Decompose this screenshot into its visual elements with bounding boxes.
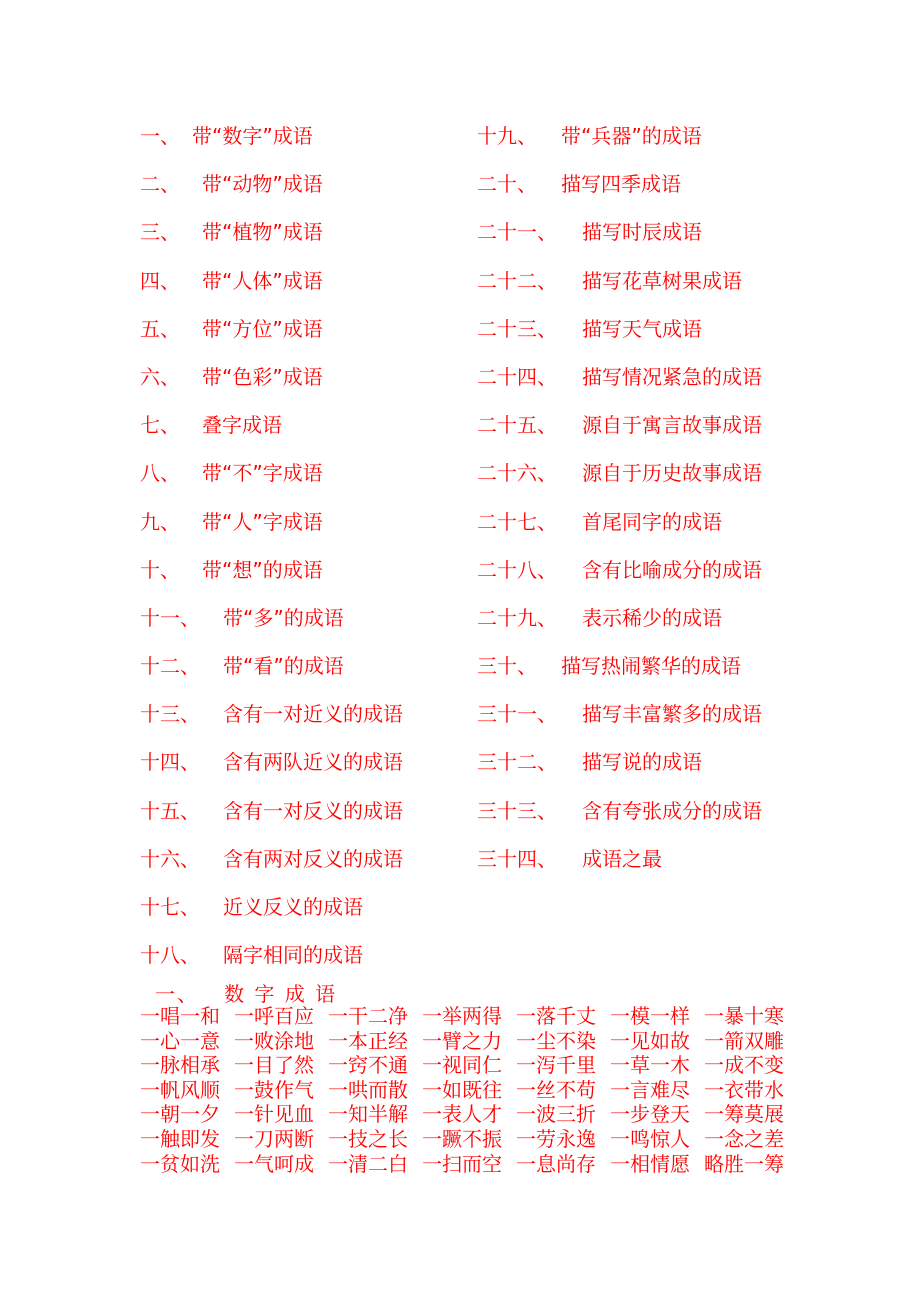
idiom-item: 一筹莫展: [704, 1102, 784, 1127]
toc-item-number: 四、: [140, 268, 180, 293]
idiom-item: 一箭双雕: [704, 1028, 784, 1053]
idiom-item: 一波三折: [516, 1102, 596, 1127]
toc-item: [140, 498, 470, 546]
toc-item: [140, 642, 470, 690]
toc-item: [477, 353, 807, 401]
toc-item-number: 十六、: [140, 846, 200, 871]
idiom-item: 一念之差: [704, 1126, 784, 1151]
toc-item-label: 隔字相同的成语: [223, 943, 363, 968]
toc-item-label: 描写热闹繁华的成语: [561, 654, 741, 679]
idiom-item: 一针见血: [234, 1102, 314, 1127]
toc-item-number: 三十二、: [477, 750, 557, 775]
toc-item-label: 表示稀少的成语: [582, 605, 722, 630]
toc-item-number: 十一、: [140, 605, 200, 630]
toc-item-label: 描写丰富繁多的成语: [582, 702, 762, 727]
toc-item-number: 二十六、: [477, 461, 557, 486]
toc-item-label: 描写时辰成语: [582, 220, 702, 245]
idiom-item: 一目了然: [234, 1053, 314, 1078]
idiom-item: 一哄而散: [328, 1077, 408, 1102]
idiom-item: 一表人才: [422, 1102, 502, 1127]
toc-item-number: 二十五、: [477, 413, 557, 438]
toc-item-label: 成语之最: [582, 846, 662, 871]
toc-item: [477, 112, 807, 160]
idiom-item: 一暴十寒: [704, 1004, 784, 1028]
toc-item-label: 描写四季成语: [561, 172, 681, 197]
idiom-item: 一朝一夕: [140, 1102, 220, 1127]
idiom-item: 一如既往: [422, 1077, 502, 1102]
toc-item: [140, 690, 470, 738]
toc-item-number: 二十三、: [477, 316, 557, 341]
toc-item: [477, 787, 807, 835]
idiom-item: 一气呵成: [234, 1151, 314, 1176]
idiom-item: 一丝不苟: [516, 1077, 596, 1102]
toc-item-number: 二、: [140, 172, 180, 197]
toc-item-label: 描写说的成语: [582, 750, 702, 775]
toc-item-number: 十四、: [140, 750, 200, 775]
toc-item-label: 带“方位”成语: [202, 316, 323, 341]
toc-item: [477, 738, 807, 786]
toc-item-number: 一、: [140, 124, 180, 148]
toc-item-number: 二十一、: [477, 220, 557, 245]
toc-item: [140, 738, 470, 786]
toc-item: [477, 305, 807, 353]
idiom-item: 一干二净: [328, 1004, 408, 1028]
idiom-item: 一相情愿: [610, 1151, 690, 1176]
idiom-item: 一败涂地: [234, 1028, 314, 1053]
toc-item: [477, 546, 807, 594]
idiom-item: 一劳永逸: [516, 1126, 596, 1151]
idiom-item: 一唱一和: [140, 1004, 220, 1028]
toc-item-number: 十三、: [140, 702, 200, 727]
toc-item-label: 带“想”的成语: [202, 557, 323, 582]
idiom-item: 一贫如洗: [140, 1151, 220, 1176]
toc-item: [477, 835, 807, 883]
idiom-item: 一清二白: [328, 1151, 408, 1176]
toc-right-column: [477, 112, 807, 883]
toc-item-label: 带“人”字成语: [202, 509, 323, 534]
toc-item-number: 二十四、: [477, 364, 557, 389]
toc-item-label: 含有比喻成分的成语: [582, 557, 762, 582]
toc-item-number: 五、: [140, 316, 180, 341]
toc-item: [140, 353, 470, 401]
toc-item-label: 带“不”字成语: [202, 461, 323, 486]
toc-item: [477, 449, 807, 497]
toc-item-number: 九、: [140, 509, 180, 534]
toc-item-number: 二十、: [477, 172, 537, 197]
idiom-item: 一帆风顺: [140, 1077, 220, 1102]
toc-item: [477, 401, 807, 449]
toc-item: [140, 883, 470, 931]
idiom-item: 一见如故: [610, 1028, 690, 1053]
idiom-item: 一草一木: [610, 1053, 690, 1078]
idiom-grid: [140, 1004, 800, 1176]
idiom-item: 一泻千里: [516, 1053, 596, 1078]
idiom-item: 一扫而空: [422, 1151, 502, 1176]
toc-item-label: 近义反义的成语: [223, 895, 363, 919]
idiom-item: 一模一样: [610, 1004, 690, 1028]
toc-item-label: 描写情况紧急的成语: [582, 364, 762, 389]
section-title: 一、 数 字 成 语: [155, 982, 338, 1006]
toc-item-number: 二十二、: [477, 268, 557, 293]
idiom-item: 一息尚存: [516, 1151, 596, 1176]
idiom-item: 一技之长: [328, 1126, 408, 1151]
idiom-item: 一刀两断: [234, 1126, 314, 1151]
toc-item: [140, 835, 470, 883]
toc-item-number: 三十一、: [477, 702, 557, 727]
idiom-item: 一尘不染: [516, 1028, 596, 1053]
toc-item: [477, 208, 807, 256]
toc-item-number: 七、: [140, 413, 180, 438]
toc-item-number: 十二、: [140, 654, 200, 679]
toc-item-label: 带“植物”成语: [202, 220, 323, 245]
idiom-item: 一知半解: [328, 1102, 408, 1127]
idiom-item: 一触即发: [140, 1126, 220, 1151]
toc-item-number: 三十三、: [477, 798, 557, 823]
toc-item-number: 二十七、: [477, 509, 557, 534]
toc-item-number: 十五、: [140, 798, 200, 823]
idiom-item: 一鼓作气: [234, 1077, 314, 1102]
toc-item-number: 六、: [140, 364, 180, 389]
toc-item: [477, 498, 807, 546]
toc-item-number: 三十、: [477, 654, 537, 679]
idiom-item: 一步登天: [610, 1102, 690, 1127]
toc-item: [140, 594, 470, 642]
toc-item-label: 首尾同字的成语: [582, 509, 722, 534]
toc-item-number: 十九、: [477, 124, 537, 148]
toc-item-label: 带“数字”成语: [192, 124, 313, 148]
toc-item: [140, 112, 470, 160]
toc-item-label: 源自于寓言故事成语: [582, 413, 762, 438]
toc-item: [477, 594, 807, 642]
toc-item-number: 十八、: [140, 943, 200, 968]
toc-item-label: 描写天气成语: [582, 316, 702, 341]
toc-item: [140, 257, 470, 305]
toc-item-number: 三十四、: [477, 846, 557, 871]
toc-item-label: 含有两队近义的成语: [223, 750, 403, 775]
idiom-item: 一举两得: [422, 1004, 502, 1028]
toc-item-number: 二十九、: [477, 605, 557, 630]
toc-item: [140, 208, 470, 256]
idiom-item: 一心一意: [140, 1028, 220, 1053]
toc-item-label: 叠字成语: [202, 413, 282, 438]
toc-item-label: 带“人体”成语: [202, 268, 323, 293]
toc-item: [140, 305, 470, 353]
idiom-item: 一衣带水: [704, 1077, 784, 1102]
toc-item-label: 带“多”的成语: [223, 605, 344, 630]
idiom-item: 一成不变: [704, 1053, 784, 1078]
toc-item-label: 含有两对反义的成语: [223, 846, 403, 871]
toc-item: [140, 160, 470, 208]
toc-item: [477, 160, 807, 208]
toc-item-label: 带“色彩”成语: [202, 364, 323, 389]
idiom-item: 一本正经: [328, 1028, 408, 1053]
toc-item-label: 含有一对反义的成语: [223, 798, 403, 823]
toc-item-label: 带“看”的成语: [223, 654, 344, 679]
idiom-item: 一窍不通: [328, 1053, 408, 1078]
toc-item-label: 带“兵器”的成语: [561, 124, 702, 148]
toc-item-number: 三、: [140, 220, 180, 245]
toc-item-label: 描写花草树果成语: [582, 268, 742, 293]
toc-item-label: 带“动物”成语: [202, 172, 323, 197]
toc-item: [477, 257, 807, 305]
idiom-item: 一呼百应: [234, 1004, 314, 1028]
toc-item-label: 含有夸张成分的成语: [582, 798, 762, 823]
toc-item-number: 十七、: [140, 895, 200, 919]
toc-item: [140, 546, 470, 594]
toc-left-column: [140, 112, 470, 979]
idiom-item: 略胜一筹: [704, 1151, 784, 1176]
toc-item-label: 含有一对近义的成语: [223, 702, 403, 727]
toc-item: [477, 642, 807, 690]
idiom-item: 一鸣惊人: [610, 1126, 690, 1151]
idiom-item: 一落千丈: [516, 1004, 596, 1028]
toc-item: [477, 690, 807, 738]
toc-item: [140, 931, 470, 979]
toc-item: [140, 401, 470, 449]
toc-item-number: 八、: [140, 461, 180, 486]
toc-item-number: 二十八、: [477, 557, 557, 582]
toc-item-label: 源自于历史故事成语: [582, 461, 762, 486]
idiom-item: 一视同仁: [422, 1053, 502, 1078]
idiom-item: 一蹶不振: [422, 1126, 502, 1151]
toc-item: [140, 449, 470, 497]
toc-item: [140, 787, 470, 835]
idiom-item: 一脉相承: [140, 1053, 220, 1078]
toc-item-number: 十、: [140, 557, 180, 582]
idiom-item: 一言难尽: [610, 1077, 690, 1102]
idiom-item: 一臂之力: [422, 1028, 502, 1053]
